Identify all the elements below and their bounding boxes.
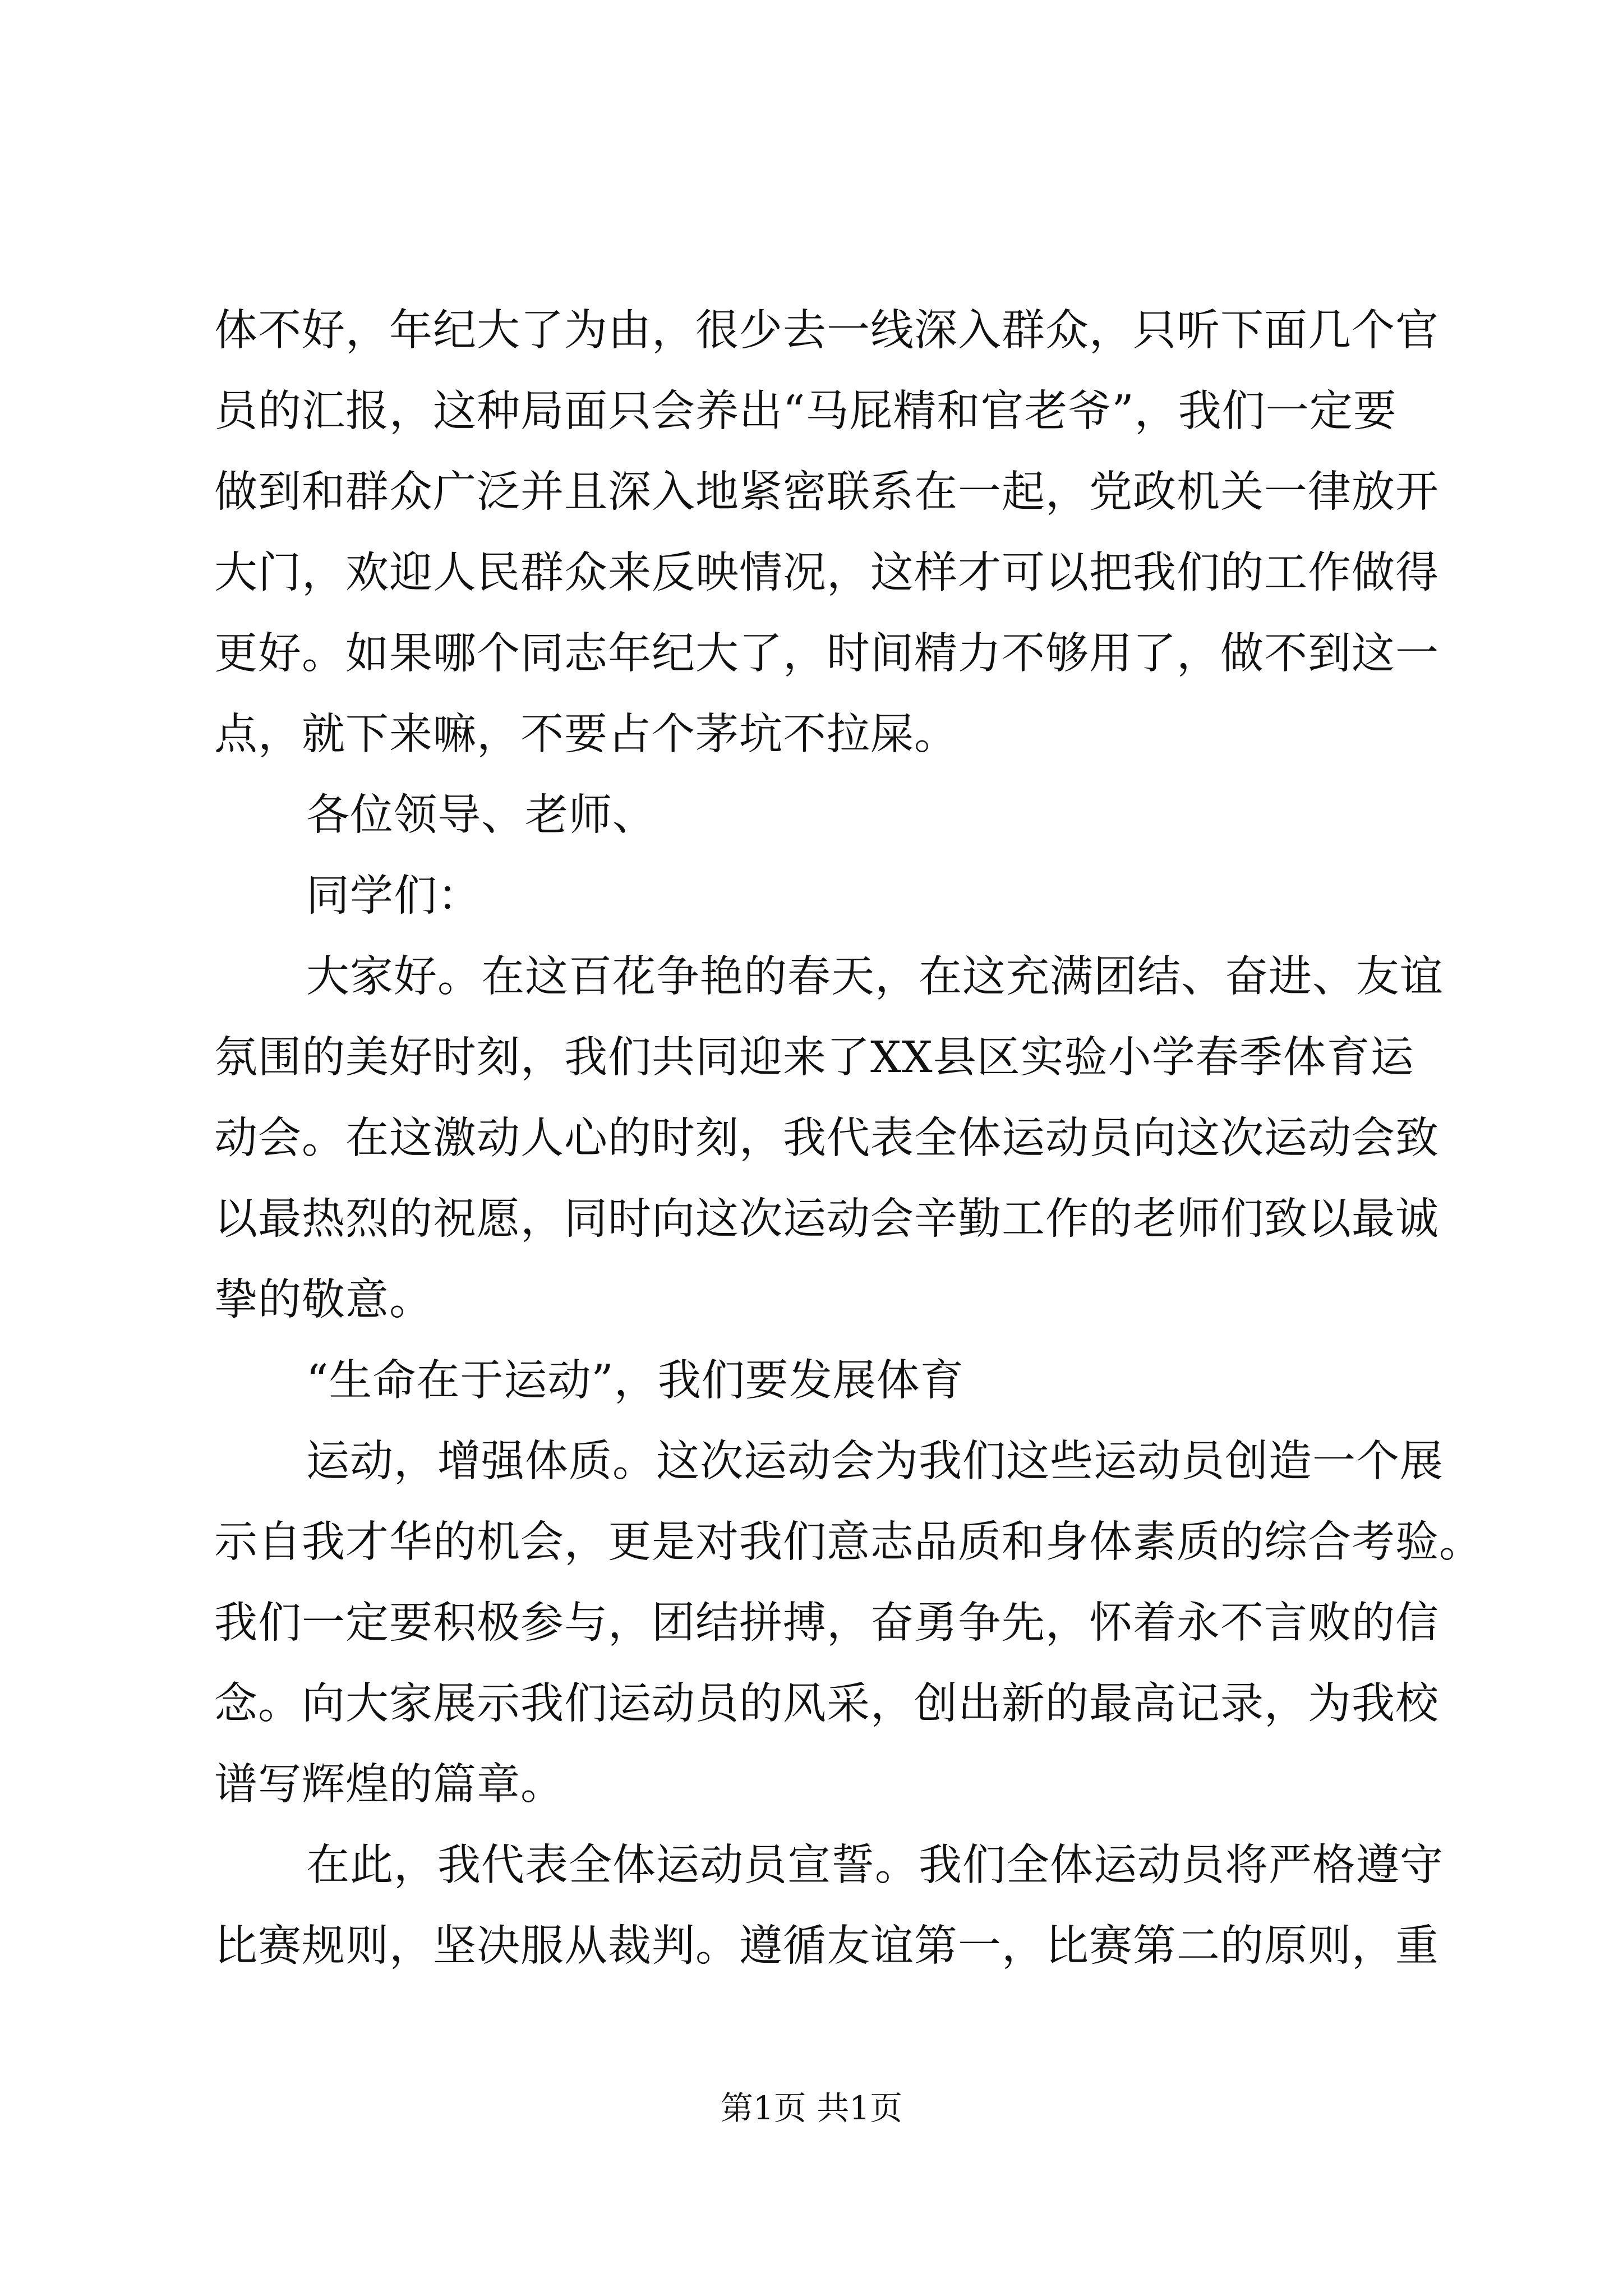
text-line: 以最热烈的祝愿，同时向这次运动会辛勤工作的老师们致以最诚 xyxy=(214,1194,1439,1244)
paragraph-first-line: 大家好。在这百花争艳的春天，在这充满团结、奋进、友谊 xyxy=(306,952,1444,1002)
page-number-footer: 第1页 共1页 xyxy=(720,2089,903,2127)
text-line: 念。向大家展示我们运动员的风采，创出新的最高记录，为我校 xyxy=(214,1679,1439,1729)
text-line: 氛围的美好时刻，我们共同迎来了XX县区实验小学春季体育运 xyxy=(214,1033,1414,1083)
salutation-line: 同学们： xyxy=(306,871,481,921)
text-line: 示自我才华的机会，更是对我们意志品质和身体素质的综合考验。 xyxy=(214,1517,1483,1567)
text-line: 大门，欢迎人民群众来反映情况，这样才可以把我们的工作做得 xyxy=(214,548,1439,598)
paragraph-first-line: 运动，增强体质。这次运动会为我们这些运动员创造一个展 xyxy=(306,1437,1444,1487)
text-line: 做到和群众广泛并且深入地紧密联系在一起，党政机关一律放开 xyxy=(214,467,1439,517)
text-line: 比赛规则，坚决服从裁判。遵循友谊第一，比赛第二的原则，重 xyxy=(214,1921,1439,1971)
paragraph-first-line: 在此，我代表全体运动员宣誓。我们全体运动员将严格遵守 xyxy=(306,1841,1444,1890)
text-line: 员的汇报，这种局面只会养出“马屁精和官老爷”，我们一定要 xyxy=(214,386,1397,436)
text-line: 动会。在这激动人心的时刻，我代表全体运动员向这次运动会致 xyxy=(214,1114,1439,1163)
salutation-line: 各位领导、老师、 xyxy=(306,790,656,840)
text-line: 体不好，年纪大了为由，很少去一线深入群众，只听下面几个官 xyxy=(214,306,1439,356)
text-line: 我们一定要积极参与，团结拼搏，奋勇争先，怀着永不言败的信 xyxy=(214,1598,1439,1648)
text-line: 更好。如果哪个同志年纪大了，时间精力不够用了，做不到这一 xyxy=(214,629,1439,679)
text-line: 谱写辉煌的篇章。 xyxy=(214,1760,564,1810)
document-body xyxy=(214,291,1483,1987)
text-line: 点，就下来嘛，不要占个茅坑不拉屎。 xyxy=(214,710,958,760)
paragraph-first-line: “生命在于运动”，我们要发展体育 xyxy=(306,1356,964,1406)
text-line: 挚的敬意。 xyxy=(214,1275,433,1325)
